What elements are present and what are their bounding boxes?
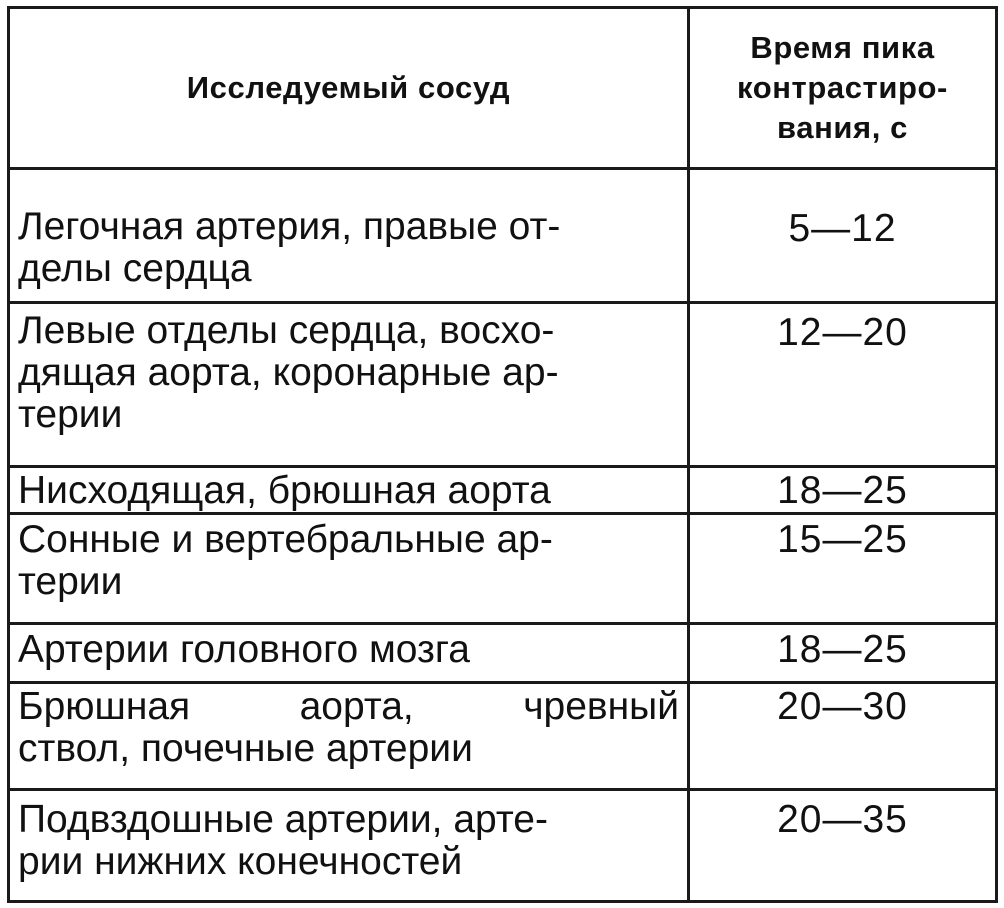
peak-time-cell: 20—35 [689,790,997,902]
vessel-line: Сонные и вертебральные ар- [18,517,553,561]
table-row [9,513,997,624]
table-row [9,682,997,790]
vessel-cell [9,466,689,513]
vessel-line: дящая аорта, коронарные ар- [18,350,559,394]
vessel-cell [9,790,689,902]
vessel-cell [9,168,689,302]
table-row [9,168,997,302]
vessel-line: Нисходящая, брюшная аорта [18,468,551,512]
vessel-cell [9,513,689,624]
header-vessel: Исследуемый сосуд [9,8,689,169]
vessel-line: рии нижних конечностей [18,840,463,884]
vessel-word: чревный [523,684,679,728]
vessel-cell [9,624,689,682]
table-header-row [9,8,997,169]
table-row [9,466,997,513]
vessel-line: Легочная артерия, правые от- [18,204,561,248]
vessel-line: делы сердца [18,246,252,290]
header-peak-time-line: вания, с [776,109,909,145]
vessel-line: ствол, почечные артерии [18,726,473,770]
vessel-word: аорта, [299,684,414,728]
table-row [9,624,997,682]
vessel-line: терии [18,559,123,603]
vessel-cell [9,682,689,790]
vessel-line: Артерии головного мозга [18,628,470,672]
header-peak-time [689,8,997,169]
peak-time-cell: 20—30 [689,682,997,790]
vessel-cell [9,302,689,466]
header-peak-time-line: Время пика [750,29,935,65]
peak-time-cell: 18—25 [689,624,997,682]
peak-time-cell: 5—12 [689,168,997,302]
vessel-line: терии [18,392,123,436]
table-row [9,302,997,466]
peak-time-cell: 15—25 [689,513,997,624]
vessel-word: Брюшная [18,684,191,728]
peak-time-cell: 18—25 [689,466,997,513]
peak-time-cell: 12—20 [689,302,997,466]
contrast-peak-table [7,6,998,903]
vessel-line-justified [18,686,679,728]
vessel-line: Подвздошные артерии, арте- [18,798,548,842]
header-peak-time-line: контрастиро- [736,69,948,105]
table-row [9,790,997,902]
vessel-line: Левые отделы сердца, восхо- [18,308,555,352]
